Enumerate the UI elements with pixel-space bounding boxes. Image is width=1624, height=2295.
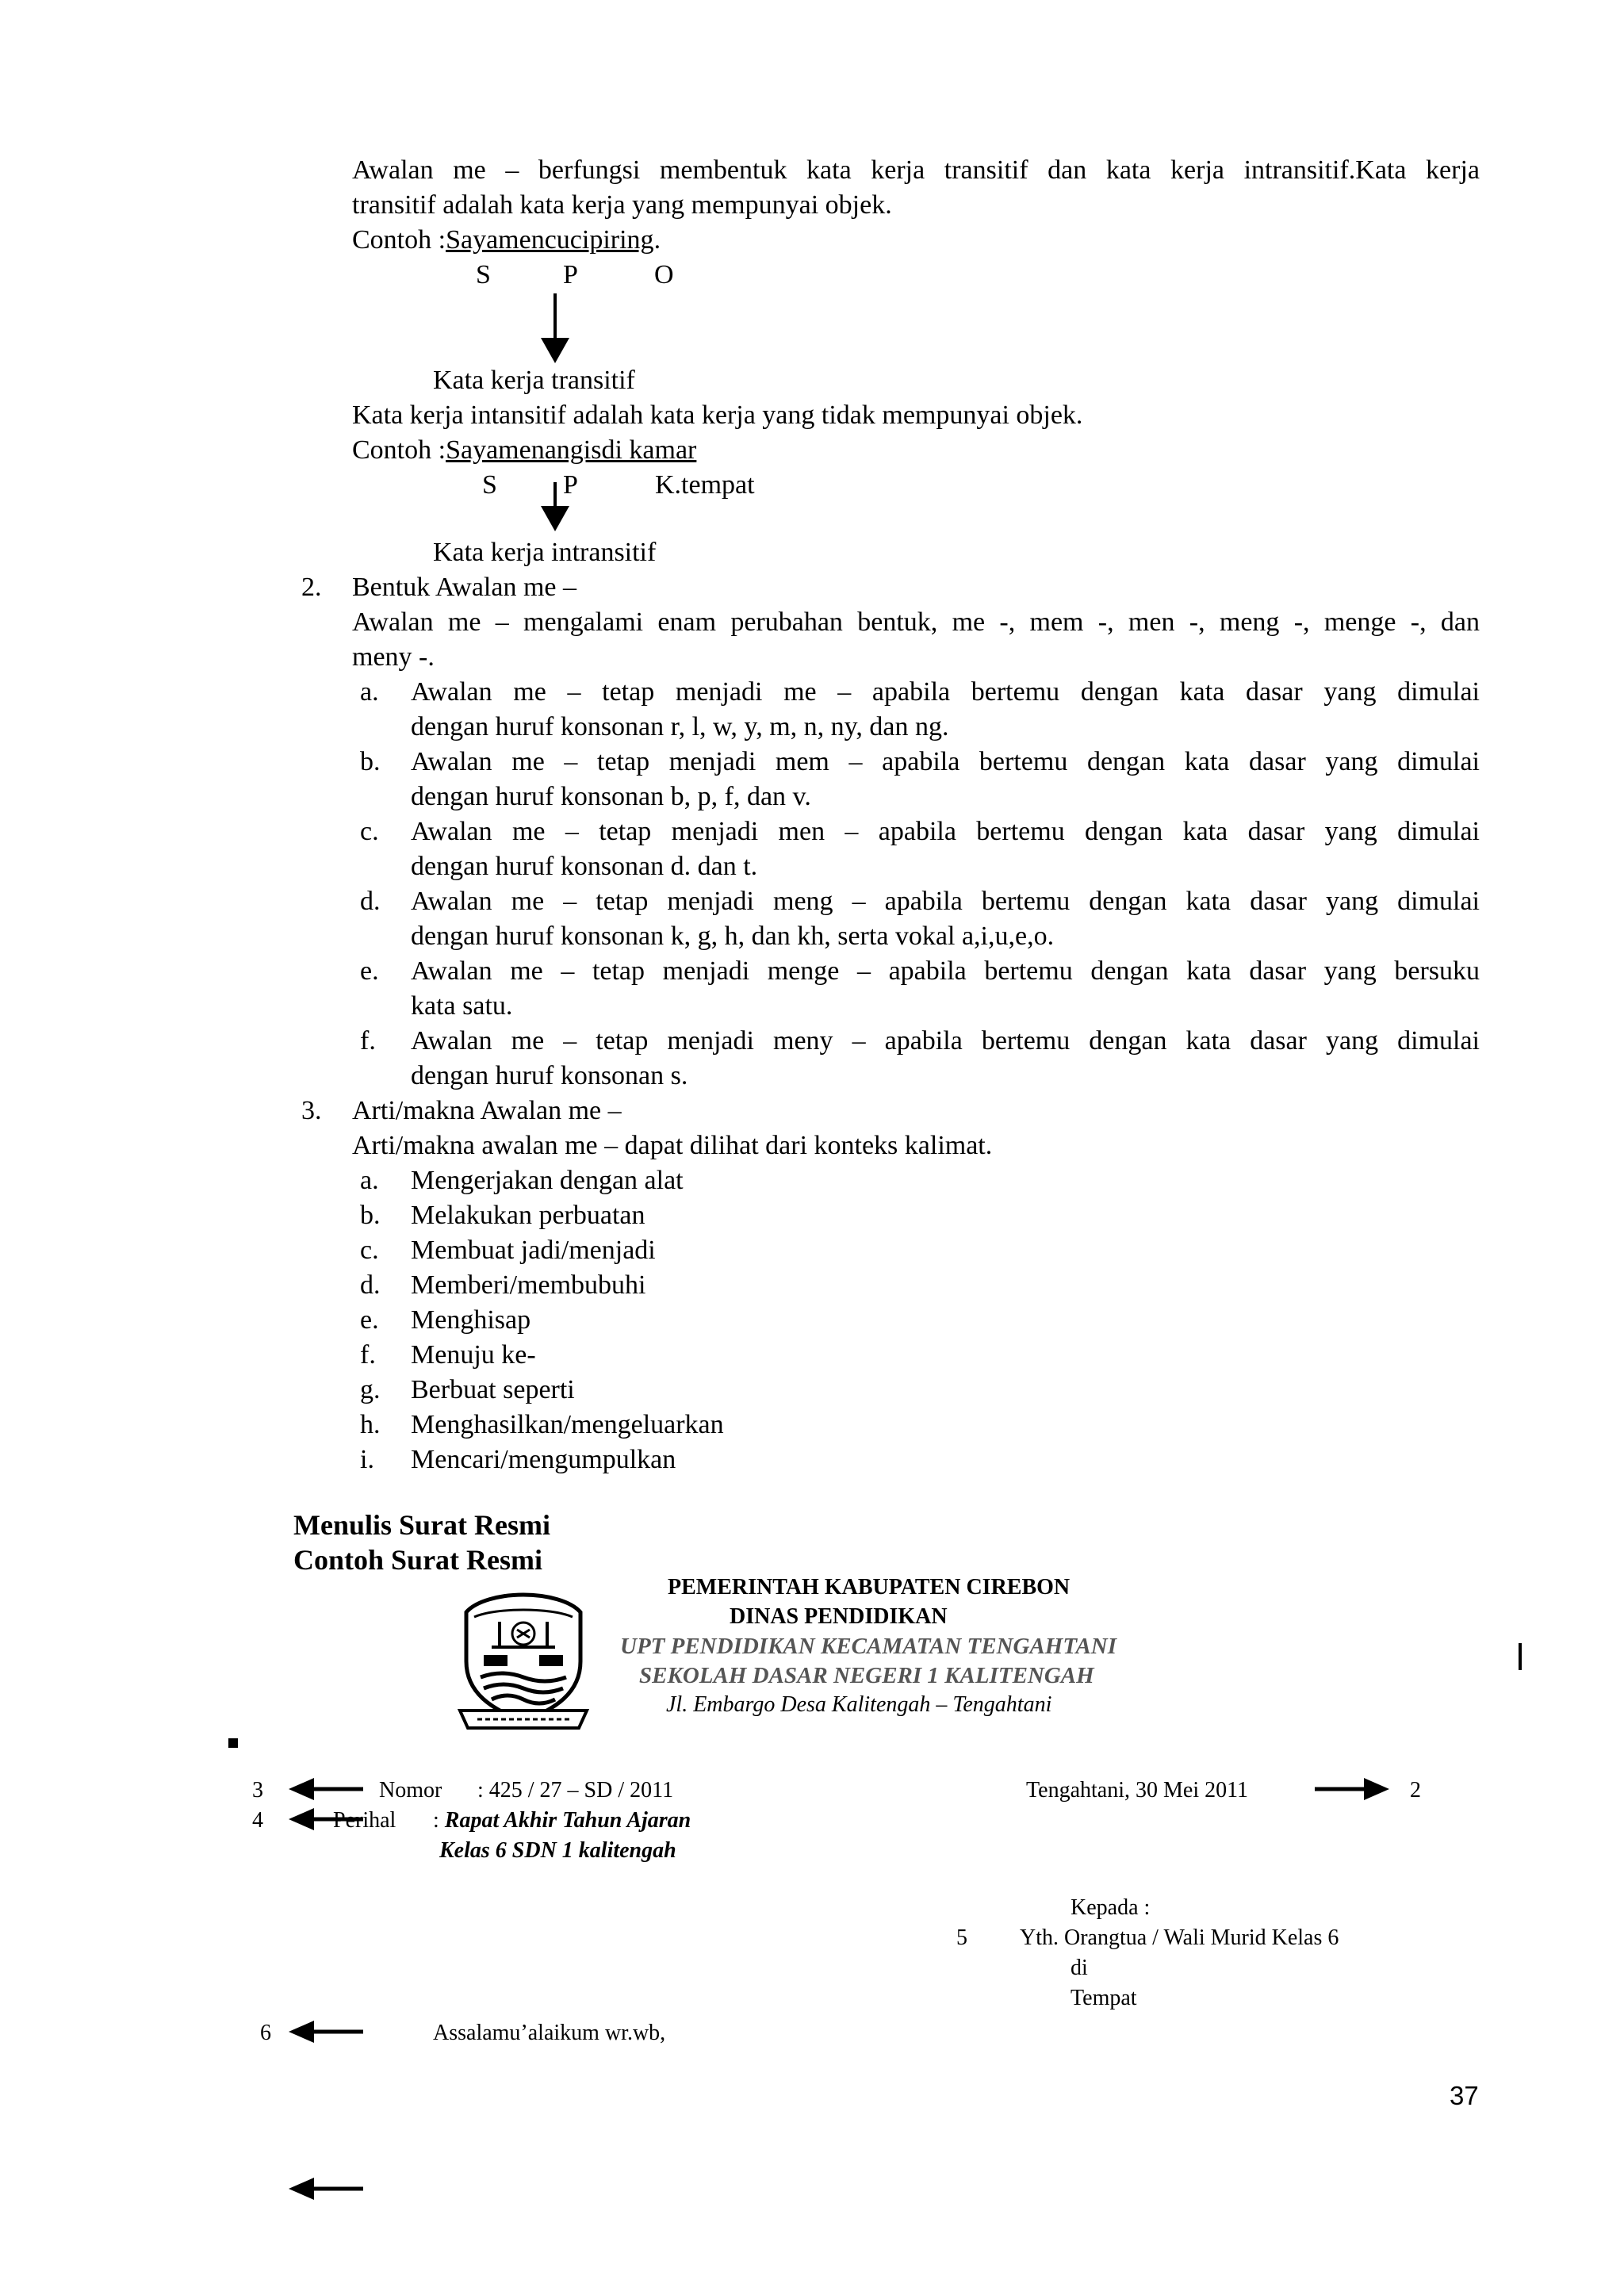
section2-intro-line-2: meny -.	[352, 642, 435, 672]
nomor-value: : 425 / 27 – SD / 2011	[477, 1778, 674, 1803]
section3-item-text: Menghisap	[411, 1305, 531, 1335]
section3-item-text: Menuju ke-	[411, 1340, 536, 1370]
example2-line	[352, 433, 696, 468]
example1-label-o: O	[654, 260, 674, 289]
vertical-mark	[1519, 1643, 1522, 1670]
example2-label-p: P	[563, 470, 578, 500]
perihal-line-2: Kelas 6 SDN 1 kalitengah	[439, 1838, 676, 1863]
section3-item-text: Melakukan perbuatan	[411, 1201, 645, 1230]
perihal-colon: :	[433, 1808, 445, 1833]
letterhead-line-4: SEKOLAH DASAR NEGERI 1 KALITENGAH	[639, 1663, 1094, 1688]
example1-caption: Kata kerja transitif	[433, 366, 635, 395]
section2-item-d-marker: d.	[360, 887, 381, 916]
kepada-label: Kepada :	[1071, 1895, 1151, 1920]
example2-caption: Kata kerja intransitif	[433, 538, 657, 567]
section2-item-f-marker: f.	[360, 1026, 376, 1056]
page-number: 37	[1450, 2081, 1479, 2110]
section3-item-marker: b.	[360, 1201, 381, 1230]
section2-item-f-line-1: Awalan me – tetap menjadi meny – apabila bertemu dengan kata dasar yang dimulai	[411, 1026, 1480, 1056]
right-arrow-icon	[1313, 1773, 1389, 1805]
example1-dot: .	[653, 225, 661, 255]
section2-item-e-marker: e.	[360, 956, 379, 986]
section3-item-marker: i.	[360, 1445, 374, 1474]
section2-item-c-line-1: Awalan me – tetap menjadi men – apabila bertemu dengan kata dasar yang dimulai	[411, 817, 1480, 846]
section3-item-marker: e.	[360, 1305, 379, 1335]
intro-line-2: transitif adalah kata kerja yang mempunyai objek.	[352, 190, 892, 220]
letterhead-line-3: UPT PENDIDIKAN KECAMATAN TENGAHTANI	[620, 1634, 1117, 1659]
section3-item-text: Menghasilkan/mengeluarkan	[411, 1410, 724, 1439]
section2-item-c-marker: c.	[360, 817, 379, 846]
section3-number: 3.	[301, 1096, 322, 1125]
example1-sentence: Sayamencucipiring	[446, 225, 654, 255]
section3-item-text: Mencari/mengumpulkan	[411, 1445, 676, 1474]
letterhead-address: Jl. Embargo Desa Kalitengah – Tengahtani	[666, 1692, 1052, 1717]
intro-line-1: Awalan me – berfungsi membentuk kata kerja transitif dan kata kerja intransitif.Kata kerja	[352, 155, 1480, 185]
section3-item-marker: h.	[360, 1410, 381, 1439]
section3-title: Arti/makna Awalan me –	[352, 1096, 622, 1125]
example2-sentence: Sayamenangisdi kamar	[446, 435, 697, 465]
section3-item-marker: g.	[360, 1375, 381, 1404]
section3-intro: Arti/makna awalan me – dapat dilihat dari konteks kalimat.	[352, 1131, 993, 1160]
nomor-label: Nomor	[379, 1778, 442, 1803]
example2-label-k: K.tempat	[655, 470, 755, 500]
section2-item-b-line-2: dengan huruf konsonan b, p, f, dan v.	[411, 782, 811, 811]
section2-item-a-marker: a.	[360, 677, 379, 707]
section3-item-marker: d.	[360, 1270, 381, 1300]
perihal-subject-1: Rapat Akhir Tahun Ajaran	[444, 1808, 691, 1833]
section2-number: 2.	[301, 573, 322, 602]
section2-item-b-marker: b.	[360, 747, 381, 776]
section2-title: Bentuk Awalan me –	[352, 573, 576, 602]
left-arrow-icon	[289, 1773, 365, 1805]
section2-item-a-line-1: Awalan me – tetap menjadi me – apabila bertemu dengan kata dasar yang dimulai	[411, 677, 1480, 707]
example2-label-s: S	[482, 470, 497, 500]
left-arrow-icon	[289, 2173, 365, 2205]
letter-marker-5: 5	[956, 1925, 967, 1950]
example1-label-s: S	[476, 260, 491, 289]
section3-item-text: Memberi/membubuhi	[411, 1270, 646, 1300]
recipient-di: di	[1071, 1956, 1088, 1980]
section3-item-text: Mengerjakan dengan alat	[411, 1166, 684, 1195]
section2-item-f-line-2: dengan huruf konsonan s.	[411, 1061, 688, 1090]
example1-line	[352, 223, 661, 258]
section2-item-a-line-2: dengan huruf konsonan r, l, w, y, m, n, ny, dan ng.	[411, 712, 949, 741]
intransitive-definition: Kata kerja intansitif adalah kata kerja yang tidak mempunyai objek.	[352, 400, 1083, 430]
section3-item-marker: a.	[360, 1166, 379, 1195]
perihal-label: Perihal	[333, 1808, 396, 1833]
section3-item-text: Berbuat seperti	[411, 1375, 575, 1404]
example2-prefix: Contoh :	[352, 435, 446, 465]
left-arrow-icon	[289, 2016, 365, 2048]
down-arrow-icon	[533, 293, 577, 365]
section2-item-e-line-2: kata satu.	[411, 991, 513, 1021]
section2-item-c-line-2: dengan huruf konsonan d. dan t.	[411, 852, 758, 881]
letter-marker-6: 6	[260, 2021, 271, 2045]
section2-item-d-line-2: dengan huruf konsonan k, g, h, dan kh, serta vokal a,i,u,e,o.	[411, 921, 1055, 951]
recipient-tempat: Tempat	[1071, 1986, 1137, 2010]
letterhead-line-1: PEMERINTAH KABUPATEN CIREBON	[668, 1575, 1071, 1600]
section3-item-text: Membuat jadi/menjadi	[411, 1236, 656, 1265]
letter-marker-4: 4	[252, 1808, 263, 1833]
section2-item-e-line-1: Awalan me – tetap menjadi menge – apabila bertemu dengan kata dasar yang bersuku	[411, 956, 1480, 986]
regency-crest-icon	[452, 1590, 595, 1733]
down-arrow-icon	[533, 482, 577, 533]
square-mark	[228, 1738, 238, 1748]
section2-item-d-line-1: Awalan me – tetap menjadi meng – apabila bertemu dengan kata dasar yang dimulai	[411, 887, 1480, 916]
letter-marker-3: 3	[252, 1778, 263, 1803]
section2-item-b-line-1: Awalan me – tetap menjadi mem – apabila bertemu dengan kata dasar yang dimulai	[411, 747, 1480, 776]
example1-label-p: P	[563, 260, 578, 289]
left-arrow-icon	[289, 1803, 365, 1835]
section3-item-marker: c.	[360, 1236, 379, 1265]
perihal-line-1	[433, 1806, 691, 1835]
section3-item-marker: f.	[360, 1340, 376, 1370]
greeting: Assalamu’alaikum wr.wb,	[433, 2021, 666, 2045]
letterhead-line-2: DINAS PENDIDIKAN	[730, 1604, 948, 1629]
heading-contoh-surat-resmi: Contoh Surat Resmi	[293, 1544, 543, 1576]
section2-intro-line-1: Awalan me – mengalami enam perubahan bentuk, me -, mem -, men -, meng -, menge -, dan	[352, 607, 1480, 637]
heading-menulis-surat-resmi: Menulis Surat Resmi	[293, 1509, 550, 1541]
recipient-line: Yth. Orangtua / Wali Murid Kelas 6	[1020, 1925, 1339, 1950]
letter-marker-2: 2	[1410, 1778, 1421, 1803]
letter-date: Tengahtani, 30 Mei 2011	[1026, 1778, 1249, 1803]
example1-prefix: Contoh :	[352, 225, 446, 255]
